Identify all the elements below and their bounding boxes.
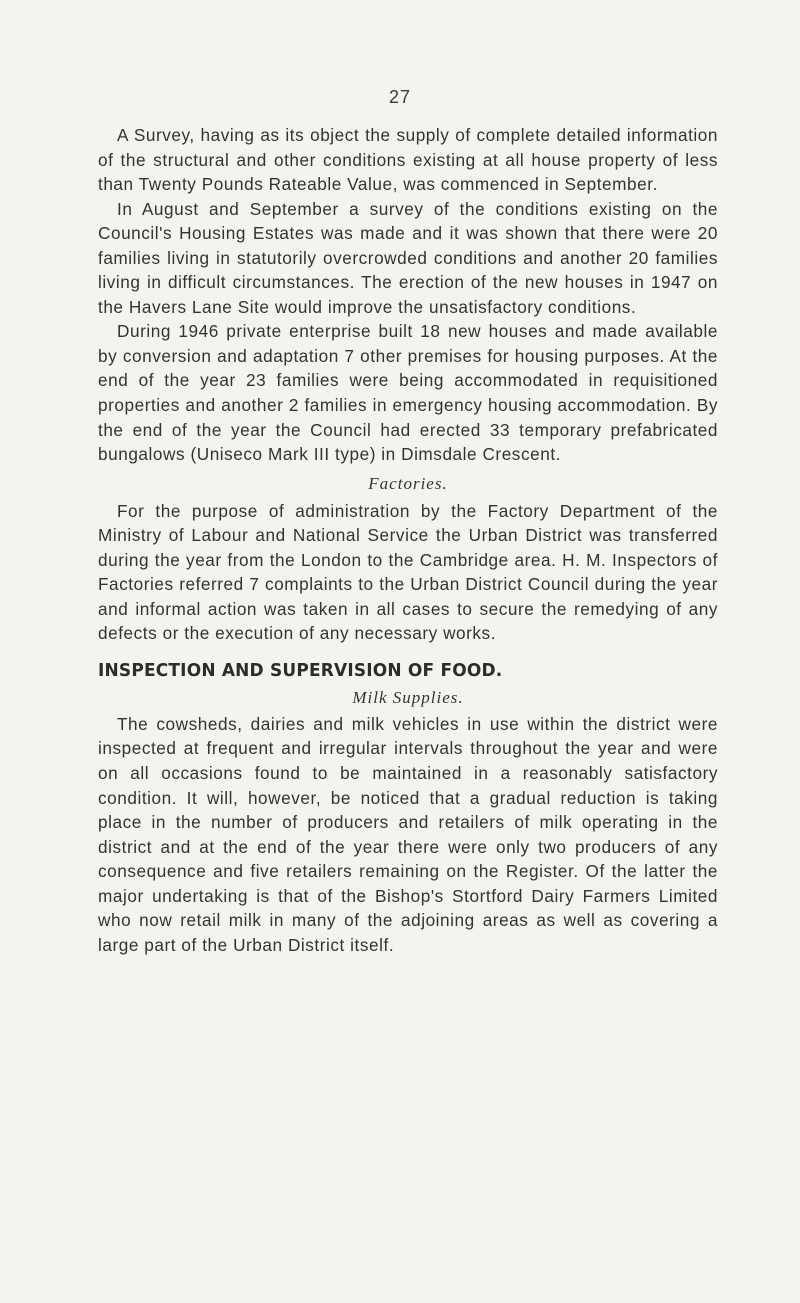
paragraph-survey: A Survey, having as its object the supply of complete detailed information of the structural and other conditions existing at all house property of less than Twenty Pounds Rateable Value, was commenced in September. [98, 125, 718, 195]
subheading-milk-supplies: Milk Supplies. [352, 687, 464, 707]
subheading-factories: Factories. [368, 473, 448, 493]
page-number: 27 [388, 87, 412, 107]
paragraph-milk-supplies: The cowsheds, dairies and milk vehicles in use within the district were inspected at frequent and irregular intervals throughout the year and were on all occasions found to be maintained in a reasonably satisfactory condition. It will, however, be noticed that a gradual reduction is taking place in the number of producers and retailers of milk operating in the district and at the end of the year there were only two producers of any consequence and five retailers remaining on the Register. Of the latter the major undertaking is that of the Bishop's Stortford Dairy Farmers Limited who now retail milk in many of the adjoining areas as well as covering a large part of the Urban District itself. [98, 713, 718, 955]
section-heading-inspection-food: INSPECTION AND SUPERVISION OF FOOD. [98, 660, 503, 681]
document-body [98, 123, 718, 957]
paragraph-housing-estates: In August and September a survey of the conditions existing on the Council's Housing Estates was made and it was shown that there were 20 families living in statutorily overcrowded conditions and another 20 families living in difficult circumstances. The erection of the new houses in 1947 on the Havers Lane Site would improve the unsatisfactory conditions. [98, 198, 718, 317]
paragraph-factories: For the purpose of administration by the Factory Department of the Ministry of Labour and National Service the Urban District was transferred during the year from the London to the Cambridge area. H. M. Inspectors of Factories referred 7 complaints to the Urban District Council during the year and informal action was taken in all cases to secure the remedying of any defects or the execution of any necessary works. [98, 500, 718, 644]
paragraph-private-enterprise: During 1946 private enterprise built 18 new houses and made available by conversion and adaptation 7 other premises for housing purposes. At the end of the year 23 families were being accommodated in requisitioned properties and another 2 families in emergency housing accommodation. By the end of the year the Council had erected 33 temporary prefabricated bungalows (Uniseco Mark III type) in Dimsdale Crescent. [98, 321, 718, 465]
